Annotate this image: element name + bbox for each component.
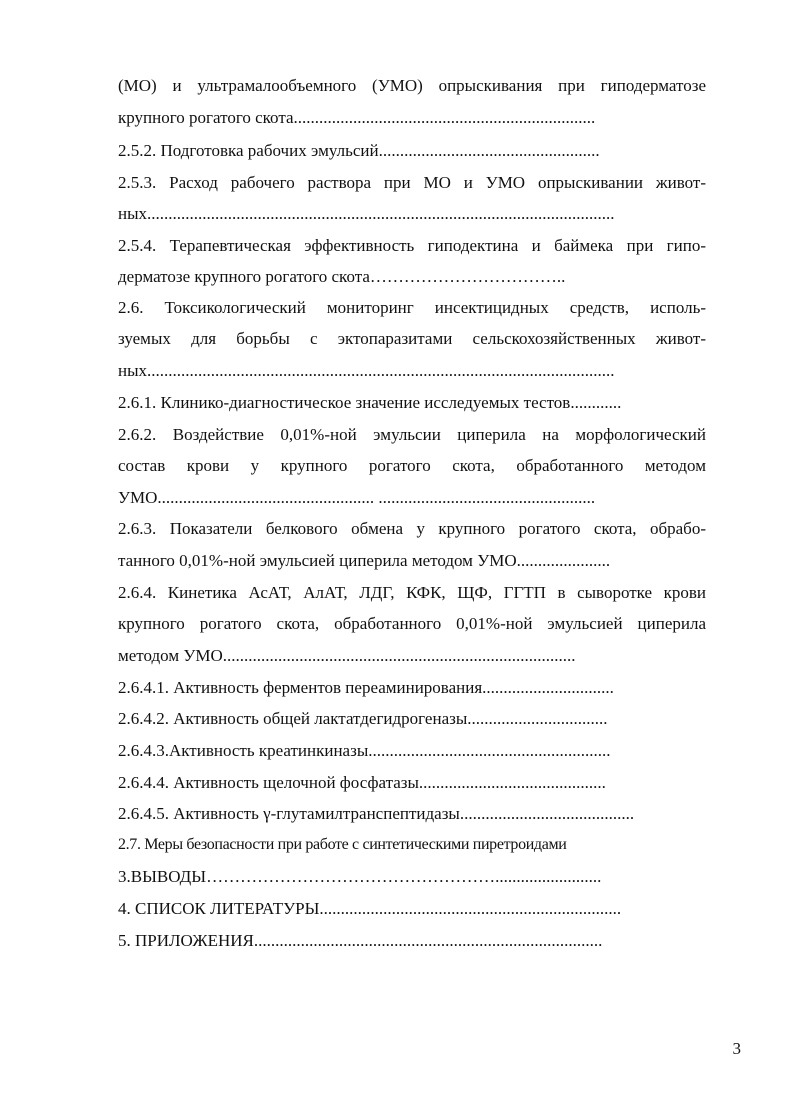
toc-line-text: 2.6.4.3.Активность креатинкиназы......................................................... — [118, 741, 611, 760]
toc-line-text: зуемых для борьбы с эктопаразитами сельскохозяйственных живот- — [118, 329, 706, 348]
toc-line-text: состав крови у крупного рогатого скота, обработанного методом — [118, 456, 706, 475]
toc-line-text: ных.............................................................................................................. — [118, 204, 615, 223]
toc-line-text: 2.6.4.1. Активность ферментов переаминирования............................... — [118, 678, 614, 697]
toc-line-text: дерматозе крупного рогатого скота…………………………….. — [118, 267, 566, 286]
page-number: 3 — [732, 1039, 741, 1058]
toc-line-text: танного 0,01%-ной эмульсией циперила методом УМО...................... — [118, 551, 611, 570]
toc-line-text: 5. ПРИЛОЖЕНИЯ.................................................................................. — [118, 931, 603, 950]
toc-line-text: 2.5.3. Расход рабочего раствора при МО и УМО опрыскивании живот- — [118, 173, 706, 192]
toc-line-text: 2.7. Меры безопасности при работе с синтетическими пиретроидами — [118, 836, 567, 853]
toc-line-text: 2.6.2. Воздействие 0,01%-ной эмульсии циперила на морфологический — [118, 425, 706, 444]
toc-line-text: крупного рогатого скота, обработанного 0,01%-ной эмульсией циперила — [118, 614, 706, 633]
toc-line-text: 2.6.3. Показатели белкового обмена у крупного рогатого скота, обрабо- — [118, 519, 706, 538]
toc-line-text: 4. СПИСОК ЛИТЕРАТУРЫ....................................................................... — [118, 899, 622, 918]
toc-line-text: 3.ВЫВОДЫ……………………………………………......................... — [118, 867, 602, 886]
toc-line-text: 2.6.4.4. Активность щелочной фосфатазы............................................ — [118, 773, 606, 792]
toc-line-text: 2.5.4. Терапевтическая эффективность гиподектина и баймека при гипо- — [118, 236, 706, 255]
toc-line-text: крупного рогатого скота....................................................................... — [118, 108, 596, 127]
toc-line-text: ных.............................................................................................................. — [118, 361, 615, 380]
toc-line-text: 2.6.4.5. Активность γ-глутамилтранспептидазы......................................... — [118, 804, 635, 823]
toc-line-text: методом УМО................................................................................... — [118, 646, 576, 665]
toc-line-text: 2.6.4. Кинетика АсАТ, АлАТ, ЛДГ, КФК, ЩФ, ГГТП в сыворотке крови — [118, 583, 706, 602]
toc-line-text: УМО................................................... ................................................... — [118, 488, 596, 507]
toc-line-text: 2.5.2. Подготовка рабочих эмульсий.................................................... — [118, 141, 600, 160]
toc-line-text: 2.6.4.2. Активность общей лактатдегидрогеназы................................. — [118, 709, 608, 728]
toc-line-text: 2.6. Токсикологический мониторинг инсектицидных средств, исполь- — [118, 298, 706, 317]
toc-line-text: 2.6.1. Клинико-диагностическое значение исследуемых тестов............ — [118, 393, 622, 412]
toc-line-text: (МО) и ультрамалообъемного (УМО) опрыскивания при гиподерматозе — [118, 76, 706, 95]
